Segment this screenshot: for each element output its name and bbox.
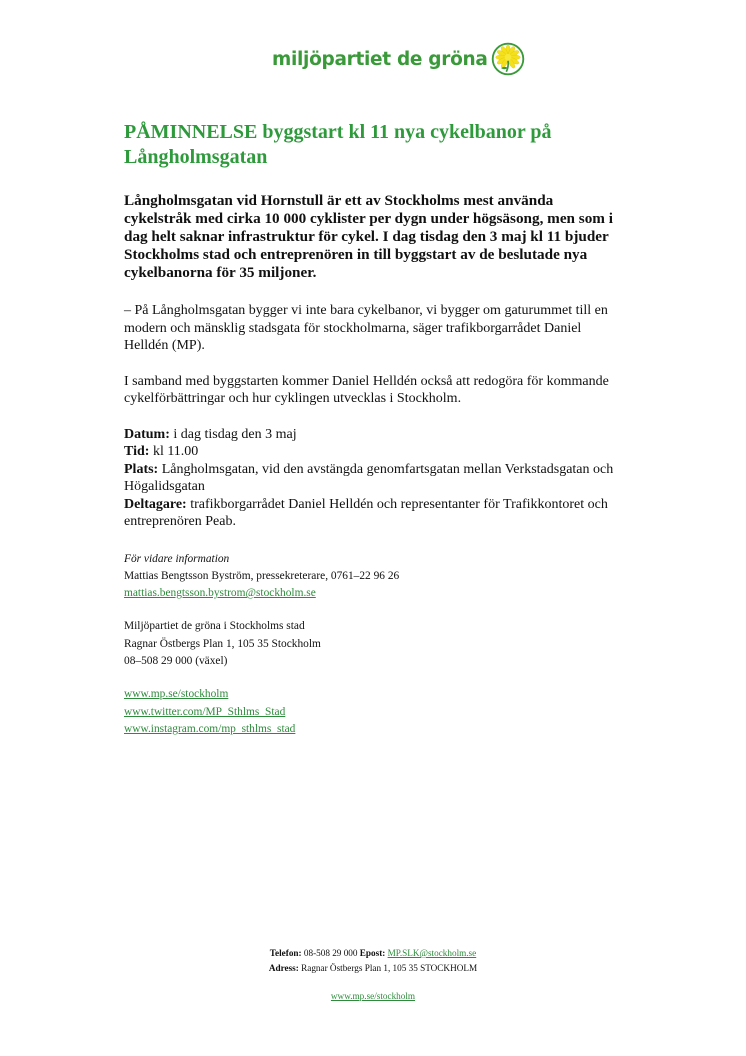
lead-paragraph: Långholmsgatan vid Hornstull är ett av Stockholms mest använda cykelstråk med cirka 10 000 cyklister per dygn under högsäsong, men som i dag helt saknar infrastruktur för cykel. I dag tisdag den 3 maj kl 11 bjuder Stockholms stad och entreprenören in till byggstart av de beslutade nya cykelbanorna för 35 miljoner. xyxy=(124,192,613,281)
contact-email-link[interactable]: mattias.bengtsson.bystrom@stockholm.se xyxy=(124,587,316,600)
links-block xyxy=(124,686,624,738)
quote-paragraph: – På Långholmsgatan bygger vi inte bara cykelbanor, vi bygger om gaturummet till en modern och mänsklig stadsgata för stockholmarna, säger trafikborgarrådet Daniel Helldén (MP). xyxy=(124,303,608,353)
deltagare-value: trafikborgarrådet Daniel Helldén och representanter för Trafikkontoret och entreprenören Peab. xyxy=(124,496,608,529)
plats-label: Plats: xyxy=(124,461,159,477)
footer-epost-label: Epost: xyxy=(359,948,386,958)
tid-value: kl 11.00 xyxy=(149,444,199,459)
org-name: Miljöpartiet de gröna i Stockholms stad xyxy=(124,620,305,633)
footer-website-link[interactable]: www.mp.se/stockholm xyxy=(330,991,416,1001)
contact-person: Mattias Bengtsson Byström, pressekreterare, 0761–22 96 26 xyxy=(124,569,400,582)
instagram-link[interactable]: www.instagram.com/mp_sthlms_stad xyxy=(124,722,296,735)
footer-adress-label: Adress: xyxy=(268,963,299,973)
party-logo xyxy=(272,42,525,76)
datum-label: Datum: xyxy=(124,426,170,442)
footer-adress-value: Ragnar Östbergs Plan 1, 105 35 STOCKHOLM xyxy=(298,963,478,973)
contact-heading: För vidare information xyxy=(124,552,230,565)
detail-deltagare xyxy=(124,496,624,531)
footer-address-line xyxy=(0,961,746,976)
tid-label: Tid: xyxy=(124,444,150,459)
footer-telefon-label: Telefon: xyxy=(269,948,302,958)
footer-telefon-value: 08-508 29 000 xyxy=(301,948,360,958)
datum-value: i dag tisdag den 3 maj xyxy=(169,426,297,442)
org-address: Ragnar Östbergs Plan 1, 105 35 Stockholm xyxy=(124,637,321,650)
logo-text: miljöpartiet de gröna xyxy=(272,48,488,70)
press-release xyxy=(124,120,624,754)
website-link[interactable]: www.mp.se/stockholm xyxy=(124,688,229,701)
page-footer xyxy=(0,946,746,1004)
detail-plats xyxy=(124,461,624,496)
org-phone: 08–508 29 000 (växel) xyxy=(124,654,228,667)
detail-tid xyxy=(124,443,624,461)
org-block xyxy=(124,618,624,670)
dandelion-icon xyxy=(491,42,525,76)
plats-value: Långholmsgatan, vid den avstängda genomfartsgatan mellan Verkstadsgatan och Högalidsgatan xyxy=(124,461,614,494)
body-paragraph: I samband med byggstarten kommer Daniel Helldén också att redogöra för kommande cykelförbättringar och hur cyklingen utvecklas i Stockholm. xyxy=(124,373,609,406)
event-details xyxy=(124,426,624,531)
twitter-link[interactable]: www.twitter.com/MP_Sthlms_Stad xyxy=(124,705,286,718)
page-title: PÅMINNELSE byggstart kl 11 nya cykelbanor på Långholmsgatan xyxy=(124,121,552,168)
contact-block xyxy=(124,551,624,603)
footer-contact-line xyxy=(0,946,746,961)
footer-email-link[interactable]: MP.SLK@stockholm.se xyxy=(387,948,477,958)
deltagare-label: Deltagare: xyxy=(124,496,187,512)
detail-datum xyxy=(124,426,624,444)
